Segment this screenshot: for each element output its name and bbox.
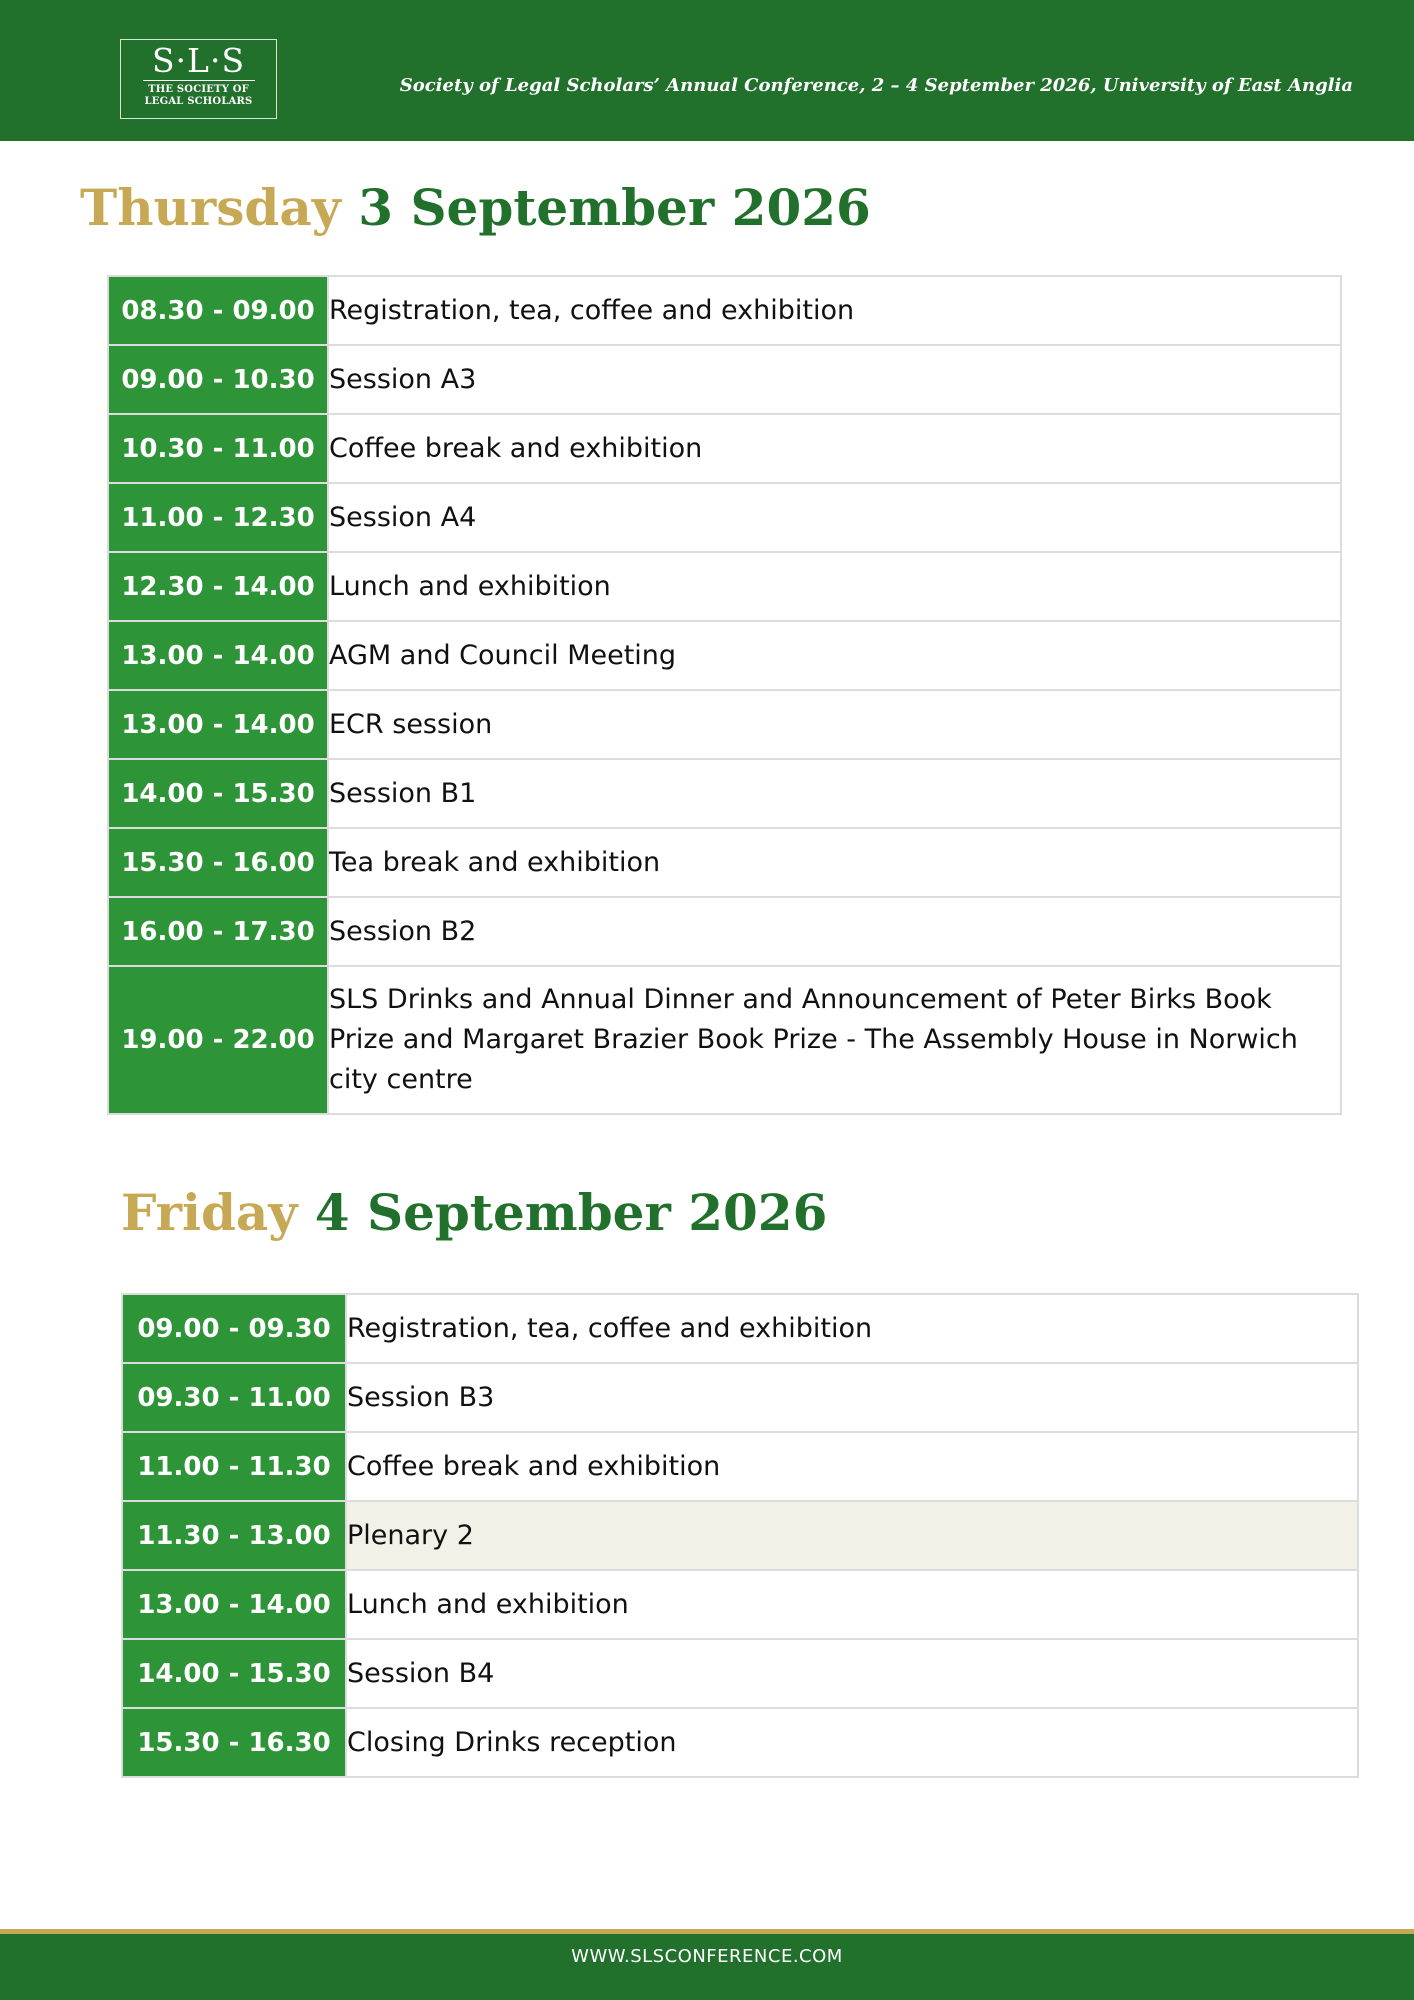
thursday-heading	[80, 178, 871, 237]
footer-website-link[interactable]: WWW.SLSCONFERENCE.COM	[571, 1946, 843, 1967]
event-description: Session B4	[346, 1639, 1358, 1708]
schedule-row	[122, 1294, 1358, 1363]
friday-schedule-table	[121, 1293, 1359, 1778]
friday-heading	[121, 1183, 828, 1242]
event-description: Registration, tea, coffee and exhibition	[328, 276, 1341, 345]
time-slot: 09.00 - 09.30	[122, 1294, 346, 1363]
thursday-schedule-table	[107, 275, 1342, 1115]
thursday-date: 3 September 2026	[358, 178, 871, 237]
event-description: ECR session	[328, 690, 1341, 759]
time-slot: 11.30 - 13.00	[122, 1501, 346, 1570]
time-slot: 11.00 - 12.30	[108, 483, 328, 552]
time-slot: 14.00 - 15.30	[108, 759, 328, 828]
time-slot: 08.30 - 09.00	[108, 276, 328, 345]
event-description: Lunch and exhibition	[346, 1570, 1358, 1639]
time-slot: 10.30 - 11.00	[108, 414, 328, 483]
schedule-row	[122, 1570, 1358, 1639]
schedule-row	[108, 690, 1341, 759]
event-description: Plenary 2	[346, 1501, 1358, 1570]
event-description: Registration, tea, coffee and exhibition	[346, 1294, 1358, 1363]
schedule-row	[108, 414, 1341, 483]
schedule-row	[108, 966, 1341, 1114]
time-slot: 13.00 - 14.00	[108, 690, 328, 759]
logo-divider	[143, 80, 255, 81]
time-slot: 15.30 - 16.00	[108, 828, 328, 897]
schedule-row	[108, 759, 1341, 828]
schedule-row	[108, 552, 1341, 621]
friday-date: 4 September 2026	[314, 1183, 828, 1242]
conference-title: Society of Legal Scholars’ Annual Conference, 2 – 4 September 2026, University of East Anglia	[399, 75, 1353, 96]
event-description: Tea break and exhibition	[328, 828, 1341, 897]
time-slot: 13.00 - 14.00	[122, 1570, 346, 1639]
event-description: AGM and Council Meeting	[328, 621, 1341, 690]
event-description: Coffee break and exhibition	[346, 1432, 1358, 1501]
sls-logo	[120, 39, 277, 119]
page-header	[0, 0, 1414, 141]
logo-line-2: LEGAL SCHOLARS	[144, 96, 253, 107]
time-slot: 15.30 - 16.30	[122, 1708, 346, 1777]
logo-line-1: THE SOCIETY OF	[148, 84, 249, 95]
schedule-row	[108, 621, 1341, 690]
event-description: Lunch and exhibition	[328, 552, 1341, 621]
event-description: Session B1	[328, 759, 1341, 828]
thursday-day-name: Thursday	[80, 178, 341, 237]
time-slot: 09.00 - 10.30	[108, 345, 328, 414]
schedule-row	[122, 1639, 1358, 1708]
event-description: SLS Drinks and Annual Dinner and Announcement of Peter Birks Book Prize and Margaret Brazier Book Prize - The Assembly House in Norwich city centre	[328, 966, 1341, 1114]
schedule-row	[122, 1363, 1358, 1432]
time-slot: 12.30 - 14.00	[108, 552, 328, 621]
schedule-row	[108, 483, 1341, 552]
time-slot: 19.00 - 22.00	[108, 966, 328, 1114]
time-slot: 13.00 - 14.00	[108, 621, 328, 690]
time-slot: 16.00 - 17.30	[108, 897, 328, 966]
friday-day-name: Friday	[121, 1183, 298, 1242]
event-description: Session B3	[346, 1363, 1358, 1432]
event-description: Session A3	[328, 345, 1341, 414]
time-slot: 14.00 - 15.30	[122, 1639, 346, 1708]
event-description: Coffee break and exhibition	[328, 414, 1341, 483]
schedule-row	[108, 828, 1341, 897]
event-description: Closing Drinks reception	[346, 1708, 1358, 1777]
time-slot: 11.00 - 11.30	[122, 1432, 346, 1501]
time-slot: 09.30 - 11.00	[122, 1363, 346, 1432]
schedule-row	[108, 276, 1341, 345]
schedule-row	[108, 897, 1341, 966]
schedule-row	[122, 1708, 1358, 1777]
logo-mark: S·L·S	[151, 41, 246, 80]
page-footer	[0, 1934, 1414, 2000]
event-description: Session A4	[328, 483, 1341, 552]
event-description: Session B2	[328, 897, 1341, 966]
schedule-row	[122, 1432, 1358, 1501]
schedule-row	[122, 1501, 1358, 1570]
schedule-row	[108, 345, 1341, 414]
